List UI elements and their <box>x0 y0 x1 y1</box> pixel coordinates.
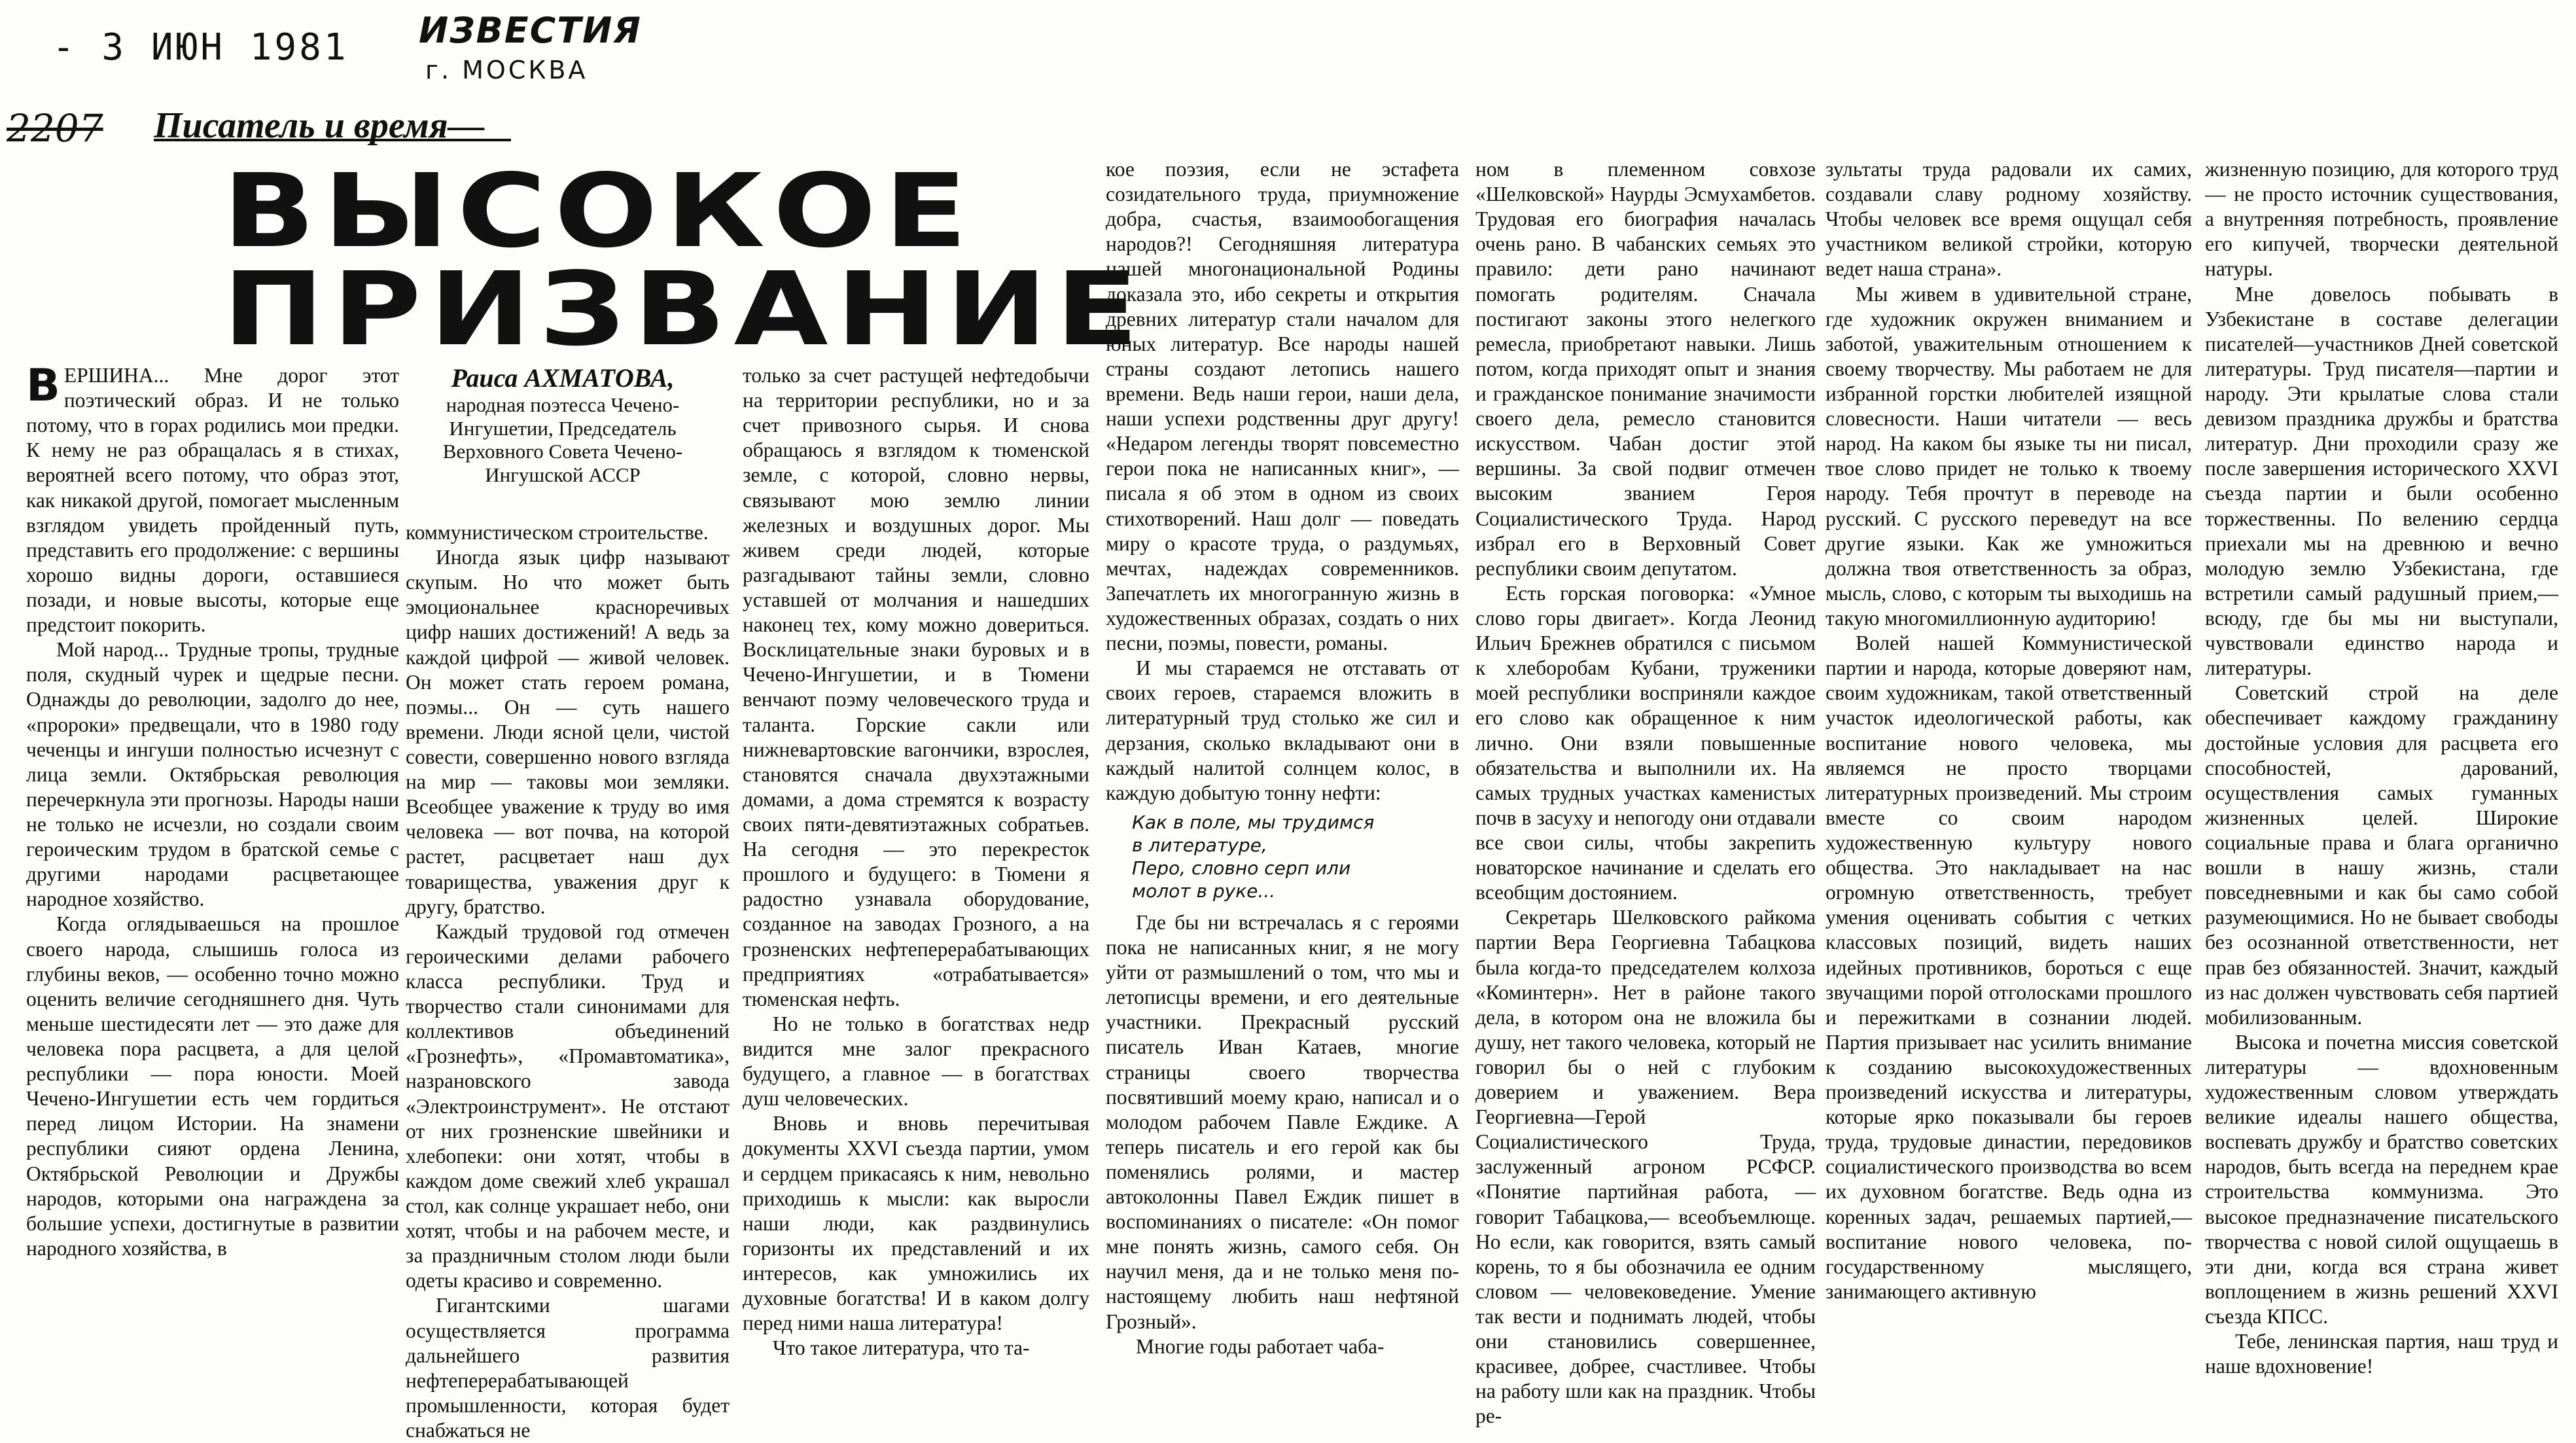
paragraph: зультаты труда радовали их самих, создавали славу родному хозяйству. Чтобы человек все время ощущал себя участником великой стройки, которую ведет наша страна». <box>1826 158 2192 281</box>
author-name: Раиса АХМАТОВА, <box>451 363 675 393</box>
paragraph: Мы живем в удивительной стране, где художник окружен вниманием и заботой, уважительным отношением к своему творчеству. Мы работаем не для избранной горстки любителей изящной словесности. Наши читатели — весь народ. На каком бы языке ты ни писал, твое слово придет не только к твоему народу. Тебя прочтут в переводе на русский. С русского переведут на все другие языки. Как же умножиться должна твоя ответственность за образ, мысль, слово, с которым ты выходишь на такую многомиллионную аудиторию! <box>1826 282 2192 630</box>
paragraph: Вновь и вновь перечитывая документы XXVI съезда партии, умом и сердцем прикасаясь к ним, невольно приходишь к мысли: как выросли наши люди, как раздвинулись горизонты их представлений и их интересов, как умножились их духовные богатства! И в каком долгу перед ними наша литература! <box>743 1112 1089 1335</box>
column-6 <box>1826 157 2192 1384</box>
paragraph: Советский строй на деле обеспечивает каждому гражданину достойные условия для расцвета его способностей, дарований, осуществления самых гуманных жизненных целей. Широкие социальные права и блага органично вошли в нашу жизнь, стали повседневными и как бы само собой разумеющимися. Но не бывает свободы без осознанной ответственности, нет прав без обязанностей. Значит, каждый из нас должен чувствовать себя партией мобилизованным. <box>2205 681 2558 1029</box>
byline <box>412 363 713 487</box>
paragraph: Но не только в богатствах недр видится мне залог прекрасного будущего, а главное — в богатствах душ человеческих. <box>743 1012 1089 1111</box>
column-1 <box>26 360 399 1384</box>
paragraph: коммунистическом строительстве. <box>406 521 709 544</box>
paragraph: только за счет растущей нефтедобычи на территории республики, но и за счет привозного сырья. И снова обращаюсь я взглядом к тюменской земле, с которой, словно нервы, связывают мою землю линии железных и воздушных дорог. Мы живем среди людей, которые разгадывают тайны земли, словно уставшей от молчания и нашедших наконец тех, кому можно довериться. Восклицательные знаки буровых и в Чечено-Ингушетии, и в Тюмени венчают поэму человеческого труда и таланта. Горские сакли или нижневартовские вагончики, взрослея, становятся сначала двухэтажными домами, а дома стремятся к возрасту своих пяти-девятиэтажных собратьев. На сегодня — это перекресток прошлого и будущего: в Тюмени я радостно узнавала оборудование, созданное на заводах Грозного, а на грозненских нефтеперерабатывающих предприятиях «отрабатывается» тюменская нефть. <box>743 364 1089 1010</box>
column-4 <box>1106 157 1459 1384</box>
paragraph: Когда оглядываешься на прошлое своего народа, слышишь голоса из глубины веков, — особенно точно можно оценить величие сегодняшнего дня. Чуть меньше шестидесяти лет — это даже для человека пора расцвета, а для целой республики — пора юности. Моей Чечено-Ингушетии есть чем гордиться перед лицом Истории. На знамени республики сияют ордена Ленина, Октябрьской Революции и Дружбы народов, которыми она награждена за большие успехи, достигнутые в развитии народного хозяйства, в <box>26 912 399 1260</box>
paragraph: Где бы ни встречалась я с героями пока не написанных книг, я не могу уйти от размышлений о том, что мы и летописцы времени, и его деятельные участники. Прекрасный русский писатель Иван Катаев, многие страницы своего творчества посвятивший моему краю, написал и о молодом рабочем Павле Еждике. А теперь писатель и его герой как бы поменялись ролями, и мастер автоколонны Павел Еждик пишет в воспоминаниях о писателе: «Он помог мне понять жизнь, самого себя. Он научил меня, да и не только меня по-настоящему любить наш нефтяной Грозный». <box>1106 910 1459 1333</box>
paragraph: Высока и почетна миссия советской литературы — вдохновенным художественным словом утверждать великие идеалы нашего общества, воспевать дружбу и братство советских народов, быть всегда на переднем крае строительства коммунизма. Это высокое предназначение писательского творчества с новой силой ощущаешь в эти дни, когда вся страна живет воплощением в жизнь решений XXVI съезда КПСС. <box>2205 1030 2558 1328</box>
paragraph: Гигантскими шагами осуществляется программа дальнейшего развития нефтеперерабатывающей промышленности, которая будет снабжаться не <box>406 1294 730 1442</box>
column-2 <box>406 520 730 1442</box>
paragraph: Мой народ... Трудные тропы, трудные поля, скудный чурек и щедрые песни. Однажды до революции, задолго до нее, «пророки» предвещали, что в 1980 году чеченцы и ингуши полностью исчезнут с лица земли. Октябрьская революция перечеркнула эти прогнозы. Народы наши не только не исчезли, но создали своим героическим трудом в братской семье с другими народами расцветающее народное хозяйство. <box>26 638 399 911</box>
newspaper-city: г. МОСКВА <box>425 56 588 84</box>
headline-line-1: ВЫСОКОЕ <box>222 152 976 270</box>
paragraph: Тебе, ленинская партия, наш труд и наше вдохновение! <box>2205 1330 2558 1378</box>
paragraph: Мне довелось побывать в Узбекистане в составе делегации писателей—участников Дней советской литературы. Труд писателя—партии и народу. Эти крылатые слова стали девизом праздника дружбы и братства литератур. Дни проходили сразу же после завершения исторического XXVI съезда партии и были особенно торжественны. По велению сердца приехали мы на древнюю и вечно молодую землю Узбекистана, где встретили самый радушный прием,—всюду, где бы мы ни выступали, чувствовали единство народа и литературы. <box>2205 282 2558 680</box>
paragraph: Каждый трудовой год отмечен героическими делами рабочего класса республики. Труд и творчество стали синонимами для коллективов объединений «Грознефть», «Промавтоматика», назрановского завода «Электроинструмент». Не отстают от них грозненские швейники и хлебопеки: они хотят, чтобы в каждом доме свежий хлеб украшал стол, как солнце украшает небо, они хотят, чтобы и на рабочем месте, и за праздничным столом люди были одеты красиво и современно. <box>406 919 730 1292</box>
paragraph: кое поэзия, если не эстафета созидательного труда, приумножение добра, счастья, взаимообогащения народов?! Сегодняшняя литература нашей многонациональной Родины доказала это, ибо секреты и открытия древних литератур стали началом для юных литератур. Все народы нашей страны создают летопись нашего времени. Ведь наши герои, наши дела, наши успехи родственны друг другу! «Недаром легенды творят повсеместно герои пока не написанных книг», — писала я об этом в одном из своих стихотворений. Наш долг — поведать миру о красоте труда, о раздумьях, мечтах, надеждах современников. Запечатлеть их многогранную жизнь в художественных образах, создать о них песни, поэмы, повести, романы. <box>1106 158 1459 655</box>
column-3 <box>743 363 1089 1384</box>
verse-quote: Как в поле, мы трудимся в литературе, Перо, словно серп или молот в руке... <box>1132 811 1375 902</box>
paragraph: Что такое литература, что та- <box>773 1336 1030 1360</box>
date-stamp: - 3 ИЮН 1981 <box>52 26 349 69</box>
paragraph: Есть горская поговорка: «Умное слово горы двигает». Когда Леонид Ильич Брежнев обратился с письмом к хлеборобам Кубани, труженики моей республики восприняли каждое его слово как обращенное к ним лично. Они взяли повышенные обязательства и выполнили их. На самых трудных участках каменистых почв в засуху и непогоду они отдавали все свои силы, чтобы закрепить новаторское начинание и сделать его всеобщим достоянием. <box>1475 581 1816 904</box>
paragraph: ном в племенном совхозе «Шелковской» Наурды Эсмухамбетов. Трудовая его биография началась очень рано. В чабанских семьях это правило: дети рано начинают помогать родителям. Сначала постигают законы этого нелегкого ремесла, приобретают навыки. Лишь потом, когда приходят опыт и знания и гражданское понимание значимости своего дела, ремесло становится искусством. Чабан достиг этой вершины. За свой подвиг отмечен высоким званием Героя Социалистического Труда. Народ избрал его в Верховный Совет республики своим депутатом. <box>1475 158 1816 580</box>
paragraph: Иногда язык цифр называют скупым. Но что может быть эмоциональнее красноречивых цифр наших достижений! А ведь за каждой цифрой — живой человек. Он может стать героем романа, поэмы... Он — суть нашего времени. Люди ясной цели, чистой совести, совершенно нового взгляда на мир — таковы мои земляки. Всеобщее уважение к труду во имя человека — вот почва, на которой растет, расцветает наш дух товарищества, уважения друг к другу, братство. <box>406 546 730 918</box>
drop-cap: В <box>26 360 60 412</box>
newspaper-name: ИЗВЕСТИЯ <box>419 10 642 51</box>
author-title: народная поэтесса Чечено-Ингушетии, Председатель Верховного Совета Чечено-Ингушской АССР <box>442 393 683 486</box>
paragraph: Секретарь Шелковского райкома партии Вера Георгиевна Табацкова была когда-то председателем колхоза «Коминтерн». Нет в районе такого дела, в котором она не вложила бы душу, нет такого человека, который не говорил бы о ней с глубоким доверием и уважением. Вера Георгиевна—Герой Социалистического Труда, заслуженный агроном РСФСР. «Понятие партийная работа, — говорит Табацкова,— всеобъемлюще. Но если, как говорится, взять самый корень, то я бы обозначила ее одним словом — человековедение. Умение так вести и поднимать людей, чтобы они становились совершеннее, красивее, добрее, счастливее. Чтобы на работу шли как на праздник. Чтобы ре- <box>1475 906 1816 1428</box>
column-7 <box>2205 157 2558 1384</box>
paragraph: жизненную позицию, для которого труд — не просто источник существования, а внутренняя потребность, проявление его кипучей, творчески деятельной натуры. <box>2205 158 2558 281</box>
paragraph: ВЕРШИНА... Мне дорог этот поэтический образ. И не только потому, что в горах родились мои предки. К нему не раз обращалась я в стихах, вероятней всего потому, что образ этот, как никакой другой, помогает мысленным взглядом увидеть пройденный путь, представить его продолжение: с вершины хорошо видны дороги, оставшиеся позади, и новые высоты, которые еще предстоит покорить. <box>26 360 399 637</box>
paragraph: Волей нашей Коммунистической партии и народа, которые доверяют нам, своим художникам, такой ответственный участок идеологической работы, как воспитание нового человека, мы являемся не просто творцами литературных произведений. Мы строим вместе со своим народом художественную культуру нового общества. Это накладывает на нас огромную ответственность, требует умения оценивать события с четких классовых позиций, видеть наших идейных противников, бороться с еще звучащими порой отголосками прошлого и пережитками в сознании людей. Партия призывает нас усилить внимание к созданию высокохудожественных произведений искусства и литературы, которые ярко показывали бы героев труда, трудовые династии, передовиков социалистического производства во всем их духовном богатстве. Ведь одна из коренных задач, решаемых партией,—воспитание нового человека, по-государственному мыслящего, занимающего активную <box>1826 632 2192 1303</box>
handwritten-number: 2207 <box>7 106 103 151</box>
headline-line-2: ПРИЗВАНИЕ <box>222 250 1146 368</box>
rubric: Писатель и время— <box>154 105 485 146</box>
paragraph: Многие годы работает чаба- <box>1136 1334 1385 1358</box>
paragraph: И мы стараемся не отставать от своих героев, стараемся вложить в литературный труд столько же сил и дерзания, сколько вкладывают они в каждый налитой солнцем колос, в каждую добытую тонну нефти: <box>1106 656 1459 804</box>
column-5 <box>1475 157 1816 1428</box>
